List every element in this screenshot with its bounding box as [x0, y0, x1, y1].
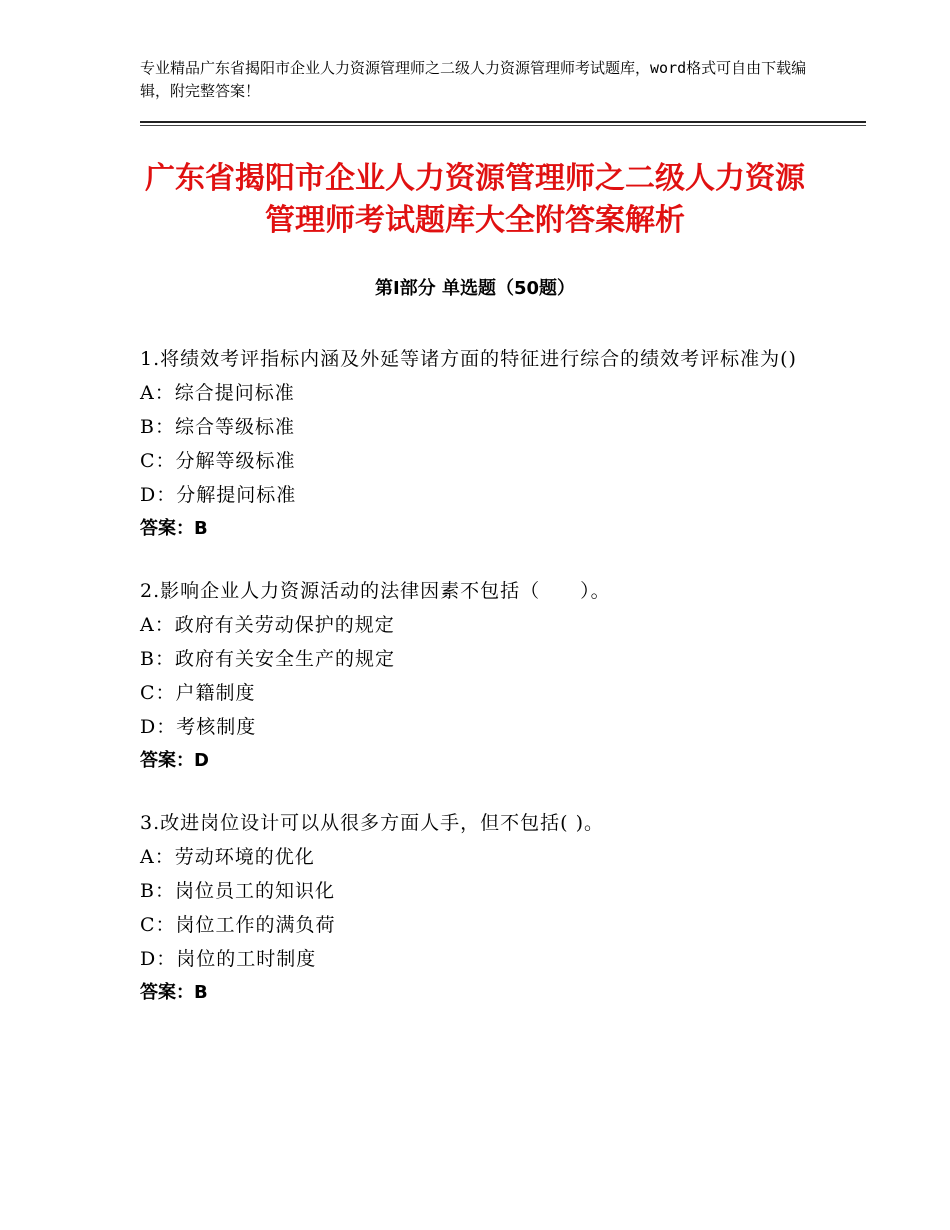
section-title: 第Ⅰ部分 单选题（50题） [374, 278, 575, 299]
question-2 [140, 574, 810, 778]
option-a: A：劳动环境的优化 [140, 846, 315, 868]
option-b: B：综合等级标准 [140, 416, 295, 438]
answer: 答案：B [140, 518, 208, 539]
question-1 [140, 342, 810, 546]
document-title: 广东省揭阳市企业人力资源管理师之二级人力资源管理师考试题库大全附答案解析 [145, 161, 805, 238]
answer: 答案：B [140, 982, 208, 1003]
question-stem: 3.改进岗位设计可以从很多方面人手，但不包括( )。 [140, 812, 604, 834]
question-3 [140, 806, 810, 1010]
option-b: B：政府有关安全生产的规定 [140, 648, 395, 670]
option-d: D：岗位的工时制度 [140, 948, 317, 970]
option-c: C：分解等级标准 [140, 450, 296, 472]
option-b: B：岗位员工的知识化 [140, 880, 335, 902]
header-divider-thin [140, 125, 866, 126]
answer: 答案：D [140, 750, 209, 771]
option-d: D：考核制度 [140, 716, 257, 738]
header-note: 专业精品广东省揭阳市企业人力资源管理师之二级人力资源管理师考试题库，word格式可自由下载编辑，附完整答案！ [140, 59, 807, 100]
option-a: A：综合提问标准 [140, 382, 295, 404]
question-stem: 1.将绩效考评指标内涵及外延等诸方面的特征进行综合的绩效考评标准为() [140, 348, 797, 370]
question-list [140, 342, 810, 1038]
option-d: D：分解提问标准 [140, 484, 297, 506]
option-a: A：政府有关劳动保护的规定 [140, 614, 395, 636]
question-stem: 2.影响企业人力资源活动的法律因素不包括（ ）。 [140, 580, 611, 602]
header-divider [140, 121, 866, 123]
option-c: C：岗位工作的满负荷 [140, 914, 336, 936]
option-c: C：户籍制度 [140, 682, 256, 704]
